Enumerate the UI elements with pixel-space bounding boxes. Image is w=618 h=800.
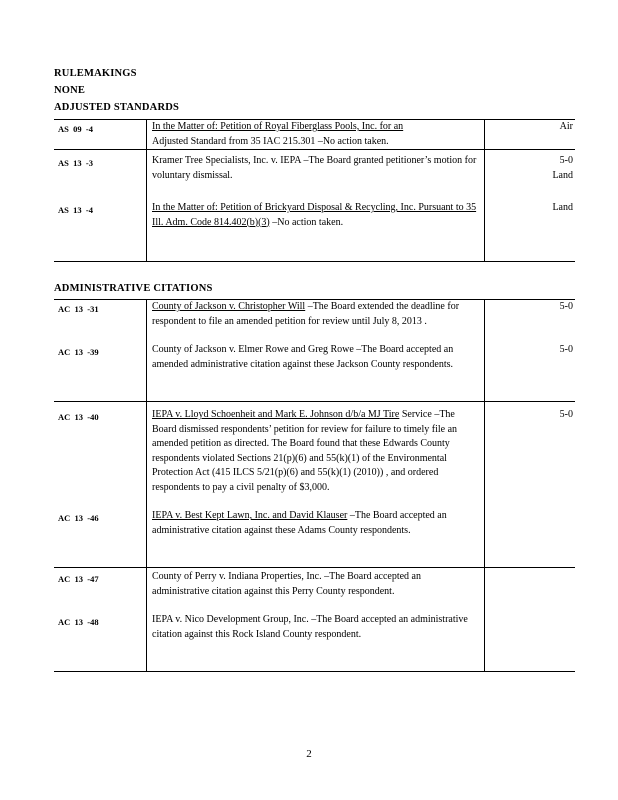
vote-value: Land [552, 202, 573, 213]
vote-cell [485, 183, 576, 262]
case-title-link[interactable]: In the Matter of: Petition of Royal Fiberglass Pools, Inc. for an [152, 121, 404, 132]
vote-cell [485, 568, 576, 600]
case-action-text: –No action taken. [269, 216, 344, 228]
page-number: 2 [306, 748, 312, 760]
case-title-link[interactable]: In the Matter of: Petition of Brickyard Disposal & Recycling, Inc. Pursuant to 35 Ill. Adm. Code 814.402(b)(3) [152, 202, 477, 228]
case-number: AC 13 -31 [58, 304, 99, 314]
vote-value: 5-0 [559, 301, 573, 312]
vote-value: 5-0 [559, 344, 573, 355]
case-action-text: –The Board accepted an administrative citation against these Adams County respondents. [152, 510, 447, 536]
case-description [147, 599, 485, 672]
case-number: AC 13 -40 [58, 412, 99, 422]
case-description [147, 402, 485, 496]
case-action-text: Kramer Tree Specialists, Inc. v. IEPA –The Board granted petitioner’s motion for voluntary dismissal. [152, 155, 477, 181]
case-title-link[interactable]: County of Jackson v. Christopher Will [152, 301, 306, 312]
table-row [54, 568, 575, 600]
case-action-text: Adjusted Standard from 35 IAC 215.301 –No action taken. [152, 135, 389, 147]
vote-cell [485, 402, 576, 496]
case-description [147, 120, 485, 150]
case-description [147, 568, 485, 600]
case-action-text: Service –The Board dismissed respondents’ petition for review for failure to timely file an amended petition as directed. The Board found that these Edwards County respondents violated Sections 21(p)(6) and 55(k)(1) of the Environmental Protection Act (415 ILCS 5/21(p)(6) and 55(k)(1) (2010)) , and ordered respondents to pay a civil penalty of $3,000. [152, 409, 458, 493]
case-title-link[interactable]: IEPA v. Best Kept Lawn, Inc. and David Klauser [152, 510, 348, 521]
table-row [54, 150, 575, 184]
case-action-text: –The Board extended the deadline for respondent to file an amended petition for review until July 8, 2013 . [152, 301, 460, 327]
case-number: AC 13 -47 [58, 574, 99, 584]
vote-cell [485, 599, 576, 672]
case-action-text: County of Jackson v. Elmer Rowe and Greg Rowe –The Board accepted an amended administrative citation against these Jackson County respondents. [152, 344, 454, 370]
table-row [54, 300, 575, 330]
vote-value: Air [559, 121, 573, 132]
vote-cell [485, 329, 576, 402]
case-number: AS 09 -4 [58, 124, 93, 134]
vote-cell [485, 150, 576, 184]
table-row [54, 183, 575, 262]
case-action-text: IEPA v. Nico Development Group, Inc. –The Board accepted an administrative citation against this Rock Island County respondent. [152, 614, 468, 640]
case-number: AC 13 -48 [58, 617, 99, 627]
vote-cell [485, 495, 576, 568]
none-heading: NONE [54, 85, 86, 96]
rulemakings-heading: RULEMAKINGS [54, 68, 137, 79]
table-row [54, 329, 575, 402]
case-number: AC 13 -39 [58, 347, 99, 357]
administrative-citations-table [54, 299, 575, 672]
case-description [147, 495, 485, 568]
table-row [54, 402, 575, 496]
table-row [54, 495, 575, 568]
adjusted-standards-heading: ADJUSTED STANDARDS [54, 102, 180, 113]
case-title-link[interactable]: IEPA v. Lloyd Schoenheit and Mark E. Johnson d/b/a MJ Tire [152, 409, 400, 420]
vote-cell [485, 120, 576, 150]
adjusted-standards-table [54, 119, 575, 262]
case-description [147, 329, 485, 402]
case-description [147, 183, 485, 262]
table-row [54, 599, 575, 672]
administrative-citations-heading: ADMINISTRATIVE CITATIONS [54, 283, 213, 294]
case-description [147, 300, 485, 330]
table-row [54, 120, 575, 150]
vote-cell [485, 300, 576, 330]
case-number: AS 13 -4 [58, 205, 93, 215]
case-number: AC 13 -46 [58, 513, 99, 523]
vote-value: 5-0 [559, 155, 573, 166]
vote-media: Land [552, 169, 573, 181]
case-description [147, 150, 485, 184]
case-action-text: County of Perry v. Indiana Properties, Inc. –The Board accepted an administrative citation against this Perry County respondent. [152, 571, 421, 597]
case-number: AS 13 -3 [58, 158, 93, 168]
vote-value: 5-0 [559, 409, 573, 420]
